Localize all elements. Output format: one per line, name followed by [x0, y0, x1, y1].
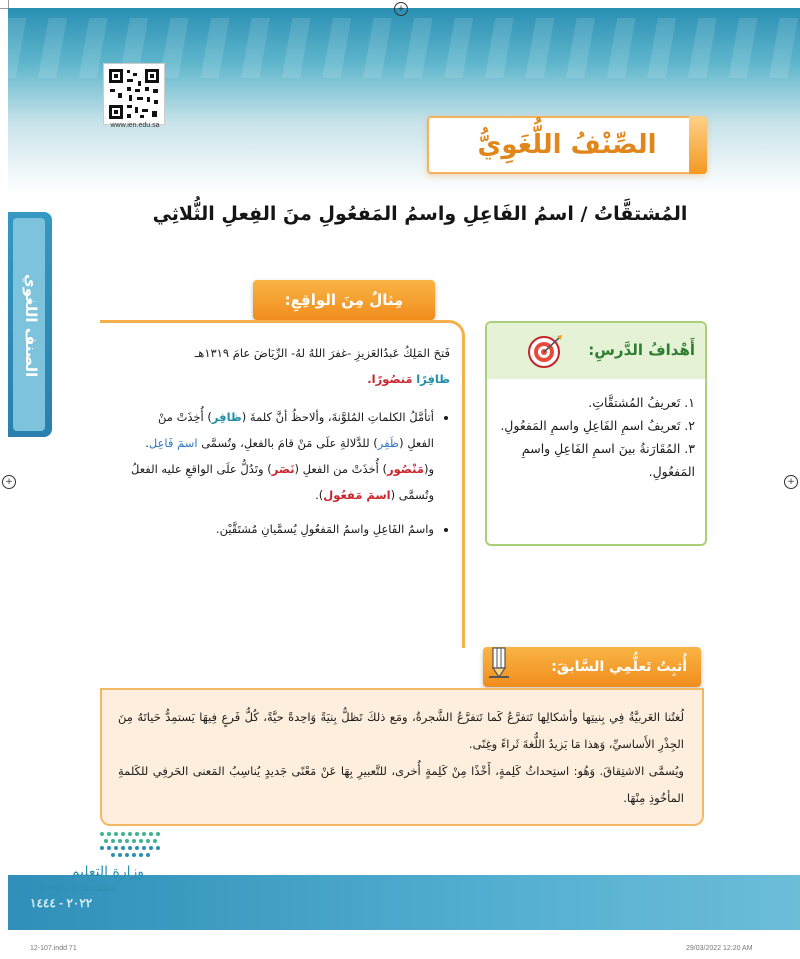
- ministry-logo-icon: [96, 828, 166, 858]
- previous-paragraph-1: لُغتُنا العَربيَّةُ فِي بِنيتِها وأشكالِها تَتفرَّعُ كَما تَتفرَّعُ الشَّجرةُ، ومَع ذلكَ تَظلُّ بِنيَةً وَاحِدةً حيَّةً، كُلُّ فَرعٍ فِيهَا يَستمِدُّ حَياتَهُ مِنَ الجِذْرِ الأَساسيِّ، وَهذا مَا يَزيدُ اللُّغةَ ثَراءً وغِنًى.: [118, 710, 684, 751]
- registration-mark-icon: +: [2, 475, 16, 489]
- qr-url[interactable]: www.ien.edu.sa: [110, 122, 160, 129]
- side-tab: [8, 212, 52, 437]
- previous-learning-header: [483, 647, 701, 687]
- file-label: 12-107.indd 71: [30, 945, 77, 952]
- ministry-name-en: Ministry of Education: [40, 884, 115, 893]
- qr-code-icon[interactable]: [104, 64, 164, 124]
- print-timestamp: 29/03/2022 12:20 AM: [686, 945, 753, 952]
- unit-title: الصِّنْفُ اللُّغَوِيُّ: [477, 130, 657, 160]
- list-item: • واسمُ الفَاعِلِ واسمُ المَفعُولِ يُسمَّيانِ مُشتَقَّيْن.: [128, 516, 434, 542]
- example-sentence: فَتحَ المَلِكُ عَبدُالعَزيزِ -غفرَ اللهُ لهُ- الرِّيَاضَ عامَ ١٣١٩هـ ظافِرًا مَنصُورًا.: [194, 346, 450, 386]
- goals-list: [495, 391, 695, 483]
- ministry-name: وزارة التعليم: [70, 864, 144, 880]
- example-header: [253, 280, 435, 320]
- crop-mark: [0, 8, 8, 9]
- list-item: ٣. المُقَارَنةُ بينَ اسمِ الفَاعِلِ واسمِ المَفعُولِ.: [521, 441, 695, 479]
- list-item: ٢. تَعريفُ اسمِ الفَاعِلِ واسمِ المَفعُولِ.: [500, 418, 695, 433]
- crop-mark: [8, 0, 9, 8]
- side-tab-label: الصنف اللغوي: [22, 274, 40, 378]
- previous-learning-title: أُثبِتُ تَعلُّمِي السَّابقَ:: [551, 659, 687, 675]
- unit-title-box: [427, 116, 707, 174]
- list-item: ١. تَعريفُ المُشتقَّاتِ.: [588, 395, 695, 410]
- previous-paragraph-2: ويُسمَّى الاشتِقاقَ. وَهُو: استِحداثُ كَلِمةٍ، أَخْذًا مِنْ كَلِمةٍ أُخرى، للتَّعبيرِ بِهَا عَنْ مَعْنًى جَديدٍ يُناسِبُ المَعنى الحَرفِي للكَلمةِ المأخُوذِ مِنْهَا.: [118, 764, 684, 805]
- example-header-label: مِثالٌ مِنَ الواقِعِ:: [284, 291, 404, 309]
- example-bullets: [128, 404, 450, 542]
- lesson-goals-box: [485, 321, 707, 546]
- pencil-icon: [486, 646, 514, 680]
- page-year: ٢٠٢٢ - ١٤٤٤: [30, 896, 93, 910]
- registration-mark-icon: +: [784, 475, 798, 489]
- previous-learning-text: [118, 704, 684, 812]
- lesson-title: المُشتقَّاتُ / اسمُ الفَاعِلِ واسمُ المَفعُولِ منَ الفِعلِ الثُّلاثِي: [152, 203, 688, 225]
- example-content: [128, 340, 450, 550]
- registration-mark-icon: +: [394, 2, 408, 16]
- goals-title: أَهْدافُ الدَّرسِ:: [588, 341, 695, 359]
- target-icon: [527, 333, 563, 369]
- list-item: • أتأمَّلُ الكلماتِ المُلوَّنةَ، وألاحظُ أنَّ كلمةَ (ظافِر) أُخِذَتْ منْ الفعلِ (ظَفِر) للدَّلالةِ علَى مَنْ قامَ بالفعلِ، وتُسمَّى اسمَ فَاعِل. و(مَنْصُور) أُخذَتْ من الفعلِ (نَصَر) وتَدُلُّ علَى الواقعِ عليه الفعلُ وتُسمَّى (اسمَ مَفعُول).: [128, 404, 434, 508]
